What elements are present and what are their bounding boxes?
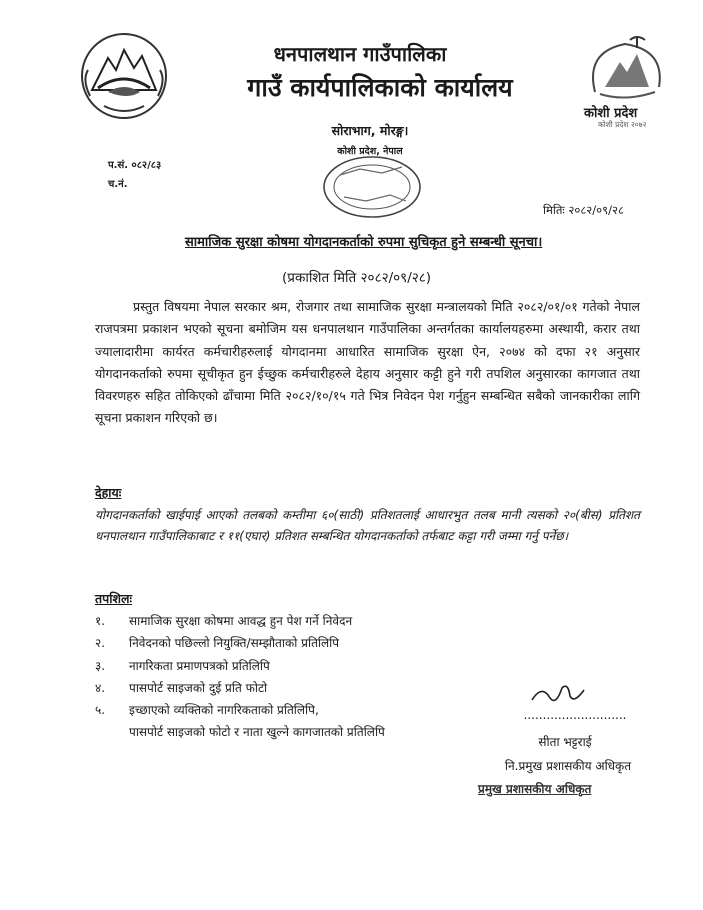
list-item: १. सामाजिक सुरक्षा कोषमा आवद्ध हुन पेश गर्ने निवेदन	[95, 614, 353, 628]
address-line-2: कोशी प्रदेश, नेपाल	[337, 146, 403, 157]
signature-dots: ...........................	[523, 708, 627, 722]
list-item: ४. पासपोर्ट साइजको दुई प्रति फोटो	[95, 680, 268, 695]
office-seal-stamp	[320, 155, 425, 220]
tapasil-list	[95, 612, 385, 746]
designation-stamp	[478, 780, 591, 797]
signature-mark	[528, 680, 588, 708]
office-name: गाउँ कार्यपालिकाको कार्यालय	[247, 73, 513, 102]
address-line-1: सोराभाग, मोरङ्ग।	[331, 123, 409, 138]
nepal-emblem-icon	[78, 30, 170, 122]
published-date: (प्रकाशित मिति २०८२/०९/२८)	[282, 270, 432, 286]
koshi-label: कोशी प्रदेश	[584, 106, 638, 121]
body-text: प्रस्तुत विषयमा नेपाल सरकार श्रम, रोजगार तथा सामाजिक सुरक्षा मन्त्रालयको मिति २०८२/०१/०१ गतेको नेपाल राजपत्रमा प्रकाशन भएको सूचना बमोजिम यस धनपालथान गाउँपालिका अन्तर्गतका कार्यालयहरुमा अस्थायी, करार तथा ज्यालादारीमा कार्यरत कर्मचारीहरुलाई योगदानमा आधारित सामाजिक सुरक्षा ऐन, २०७४ को दफा २१ अनुसार योगदानकर्ताको रुपमा सूचीकृत हुन ईच्छुक कर्मचारीहरुले देहाय अनुसार कट्टी हुने गरी तपशिल अनुसारका कागजात तथा विवरणहरु सहित तोकिएको ढाँचामा मिति २०८२/१०/१५ गते भित्र निवेदन पेश गर्नुहुन सम्बन्धित सबैको जानकारीका लागि सूचना प्रकाशन गरिएको छ।	[95, 299, 640, 426]
koshi-sublabel: कोशी प्रदेश २०७२	[598, 120, 647, 129]
designation-stamp-text: प्रमुख प्रशासकीय अधिकृत	[478, 782, 592, 796]
list-item: ५. इच्छाएको व्यक्तिको नागरिकताको प्रतिलिपि,	[95, 703, 319, 718]
koshi-pradesh-logo-icon	[575, 32, 675, 107]
body-paragraph	[95, 296, 640, 430]
notice-subject: सामाजिक सुरक्षा कोषमा योगदानकर्ताको रुपमा सुचिकृत हुने सम्बन्धी सूनचा।	[185, 235, 543, 250]
dispatch-number: च.नं.	[108, 179, 128, 190]
dehay-heading: देहायः	[95, 485, 122, 500]
letter-number: प.सं. ०८२/८३	[108, 160, 162, 171]
municipality-name: धनपालथान गाउँपालिका	[273, 42, 447, 66]
dehay-text: योगदानकर्ताको खाईपाई आएको तलबको कम्तीमा ६०(साठी) प्रतिशतलाई आधारभुत तलब मानी त्यसको २०(बीस) प्रतिशत धनपालथान गाउँपालिकाबाट र ११(एघार) प्रतिशत सम्बन्धित योगदानकर्ताको तर्फबाट कट्टा गरी जम्मा गर्नु पर्नेछ।	[95, 508, 640, 543]
list-item-continuation: पासपोर्ट साइजको फोटो र नाता खुल्ने कागजातको प्रतिलिपि	[129, 725, 385, 740]
list-item: ३. नागरिकता प्रमाणपत्रको प्रतिलिपि	[95, 658, 270, 673]
date: मितिः २०८२/०९/२८	[543, 203, 624, 217]
list-item: २. निवेदनको पछिल्लो नियुक्ति/सम्झौताको प्रतिलिपि	[95, 636, 340, 651]
tapasil-heading: तपशिलः	[95, 591, 132, 606]
signatory-name: सीता भट्टराई	[538, 735, 592, 749]
signatory-title: नि.प्रमुख प्रशासकीय अधिकृत	[504, 759, 632, 773]
